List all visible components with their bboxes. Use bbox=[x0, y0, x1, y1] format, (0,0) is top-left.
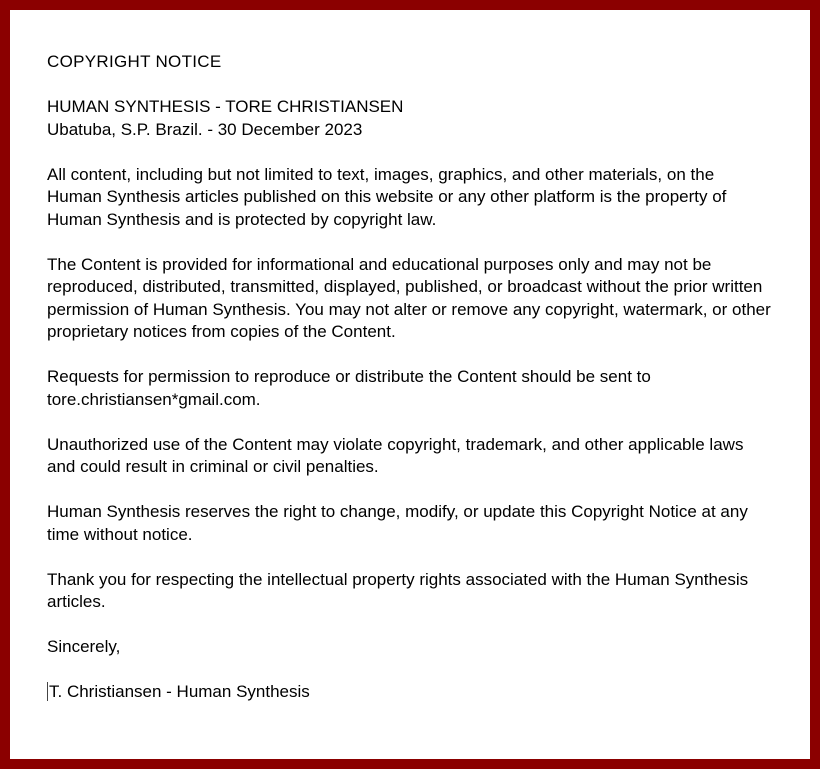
author-line: HUMAN SYNTHESIS - TORE CHRISTIANSEN bbox=[47, 97, 404, 116]
paragraph-requests-permission: Requests for permission to reproduce or distribute the Content should be sent to tore.christiansen*gmail.com. bbox=[47, 367, 651, 409]
signature-text: T. Christiansen - Human Synthesis bbox=[49, 682, 310, 701]
text-cursor bbox=[47, 682, 48, 701]
paragraph-thank-you: Thank you for respecting the intellectual property rights associated with the Human Synthesis articles. bbox=[47, 569, 749, 611]
document-body[interactable] bbox=[10, 10, 810, 759]
document-title: COPYRIGHT NOTICE bbox=[47, 52, 222, 71]
document-header bbox=[47, 96, 773, 141]
paragraph-reserves-right: Human Synthesis reserves the right to change, modify, or update this Copyright Notice at any time without notice. bbox=[47, 502, 748, 544]
signature-line bbox=[47, 681, 773, 704]
closing-line: Sincerely, bbox=[47, 637, 121, 656]
location-date-line: Ubatuba, S.P. Brazil. - 30 December 2023 bbox=[47, 119, 363, 139]
paragraph-all-content: All content, including but not limited to text, images, graphics, and other materials, on the Human Synthesis articles published on this website or any other platform is the property of Human Synthesis and is protected by copyright law. bbox=[47, 164, 727, 229]
paragraph-content-provided: The Content is provided for informational and educational purposes only and may not be reproduced, distributed, transmitted, displayed, published, or broadcast without the prior written permission of Human Synthesis. You may not alter or remove any copyright, watermark, or other proprietary notices from copies of the Content. bbox=[47, 254, 771, 341]
paragraph-unauthorized-use: Unauthorized use of the Content may violate copyright, trademark, and other applicable laws and could result in criminal or civil penalties. bbox=[47, 434, 744, 476]
